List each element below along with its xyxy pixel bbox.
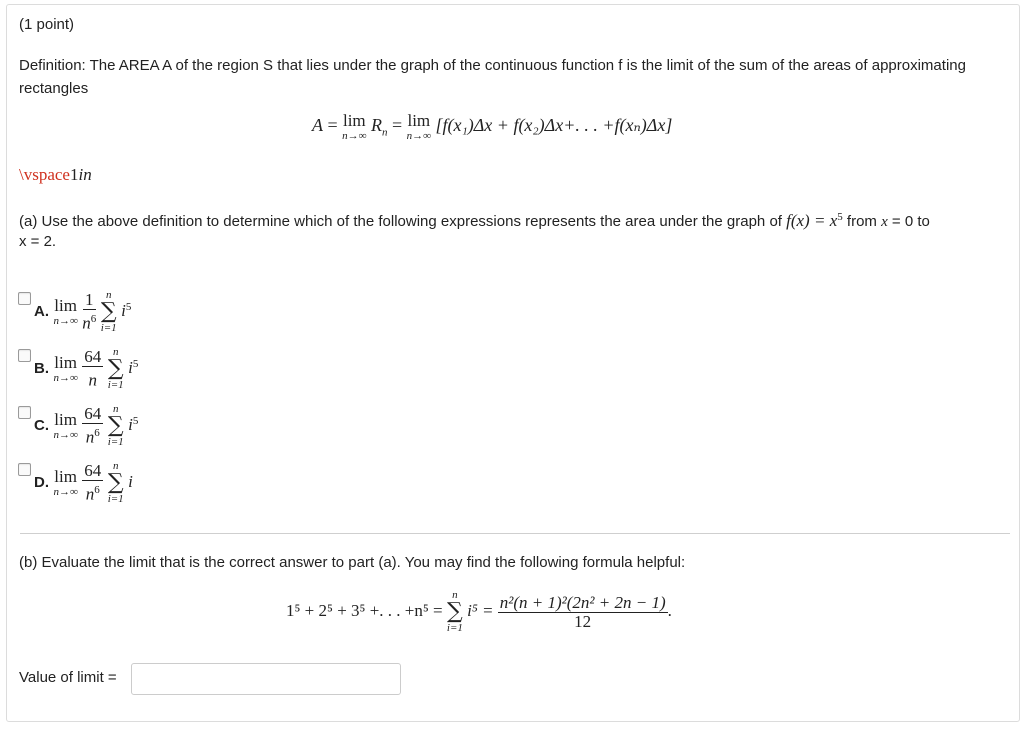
part-a-prompt-line2: x = 2. (19, 233, 57, 250)
part-a-prompt: (a) Use the above definition to determine which of the following expressions represents the area under the graph of $f(x) = x^5$ from x = 0 to (19, 211, 930, 230)
limit-answer-input[interactable] (131, 663, 401, 695)
option-d[interactable]: D. lim n→∞ $\frac{64}{n^6}$ n ∑ i=1 i (34, 460, 133, 505)
option-d-checkbox[interactable] (18, 463, 31, 476)
option-a-checkbox[interactable] (18, 292, 31, 305)
definition-text: Definition: The AREA A of the region S that lies under the graph of the continuous function f is the limit of the sum of the areas of approximating rectangles (19, 57, 966, 97)
formula-lim-2: lim n→∞ (406, 111, 431, 142)
formula-lim-1: lim n→∞ (342, 111, 367, 142)
sum-formula: 1⁵ + 2⁵ + 3⁵ +. . . +n⁵ = n ∑ i=1 i⁵ = $\frac{\text{n²(n + 1)²(2n² + 2n − 1)}}{12}$ . (286, 589, 672, 634)
answer-label: Value of limit = (19, 669, 117, 686)
area-formula: A = lim n→∞ $R_n$ = lim n→∞ [f(x₁)Δx + f(x₂)Δx+. . . +f(xₙ)Δx] (312, 111, 673, 142)
points-label: (1 point) (19, 16, 75, 33)
option-a[interactable]: A. lim n→∞ $\frac{1}{n^6}$ n ∑ i=1 $i^5$ (34, 289, 132, 334)
section-divider (20, 533, 1010, 534)
option-c-checkbox[interactable] (18, 406, 31, 419)
option-c[interactable]: C. lim n→∞ $\frac{64}{n^6}$ n ∑ i=1 $i^5$ (34, 403, 139, 448)
option-b-checkbox[interactable] (18, 349, 31, 362)
option-b[interactable]: B. lim n→∞ $\frac{64}{n}$ n ∑ i=1 $i^5$ (34, 346, 139, 391)
part-b-prompt: (b) Evaluate the limit that is the correct answer to part (a). You may find the following formula helpful: (19, 554, 686, 571)
stray-latex: \vspace1in (19, 165, 92, 184)
